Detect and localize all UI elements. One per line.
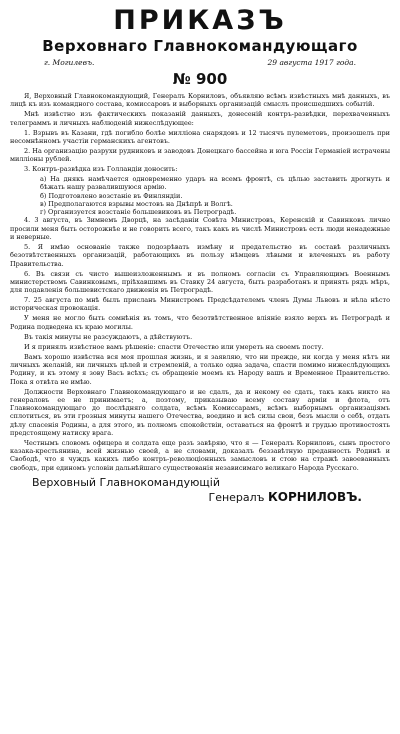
order-number: № 900	[172, 70, 228, 88]
body-paragraph: 2. На организацію разрухи рудниковъ и заводовъ Донецкаго бассейна и юга Россіи Германіей истрачены милліоны рублей.	[10, 146, 390, 164]
date-text: 29 августа 1917 года.	[267, 58, 356, 67]
body-paragraph: У меня не могло быть сомнѣнія въ томъ, что безотвѣтственное вліяніе взяло верхъ въ Петроградѣ и Родина подведена къ краю могилы.	[10, 314, 390, 331]
body-paragraph: 3. Контръ-развѣдка изъ Голландіи доносить:	[24, 165, 178, 174]
body-paragraph: Мнѣ извѣстно изъ фактическихъ показаній данныхъ, донесеній контръ-развѣдки, перехваченныхъ телеграммъ и личныхъ наблюденій нижеслѣдующее:	[10, 110, 390, 127]
body-paragraph: 4. 3 августа, въ Зимнемъ Дворцѣ, на засѣданіи Совѣта Министровъ, Керенскій и Савинковъ лично просили меня быть осторожнѣе и не говорить всего, такъ какъ въ числѣ Министровъ есть люди ненадежные и неверные.	[10, 216, 390, 241]
body-paragraph: 7. 25 августа по мнѣ былъ присланъ Министромъ Предсѣдателемъ членъ Думы Львовъ и нѣла нѣсто историческая провокація.	[10, 296, 390, 313]
body-paragraph: 5. Я имѣю основаніе также подозрѣвать измѣну и предательство въ составѣ различныхъ безотвѣтственныхъ организацій, работающихъ въ пользу нѣмцевъ лѣвыми и влеченыхъ въ работу Правительства.	[10, 243, 390, 268]
list-item: б) Подготовлено возстаніе въ Финляндіи.	[40, 191, 183, 200]
body-paragraph: Вамъ хорошо извѣстна вся моя прошлая жизнь, и я заявляю, что ни прежде, ни когда у меня нѣтъ ни личныхъ желаній, ни личныхъ цѣлей и стремленій, а только одна задача, спасти помимо нижеслѣдующихъ Родину, и къ этому я зову Васъ всѣхъ; съ обращеніе моемъ къ Народу вашъ и Временное Правительство. Пока я отвѣта не имѣю.	[10, 352, 390, 386]
place-date-line	[44, 58, 356, 68]
body-paragraph: Въ такія минуты не разсуждаютъ, а дѣйствуютъ.	[24, 332, 193, 341]
signature-line	[10, 490, 362, 505]
signature-name: КОРНИЛОВЪ.	[267, 489, 362, 504]
order-body	[10, 92, 390, 472]
place-text: г. Могилевъ.	[44, 58, 95, 67]
document-title: ПРИКАЗЪ	[113, 5, 287, 36]
list-item: в) Предполагаются взрывы мостовъ на Днѣпрѣ и Волгѣ.	[40, 199, 233, 208]
list-item: г) Организуется возстаніе большевиковъ въ Петроградѣ.	[40, 208, 237, 217]
body-paragraph: Честнымъ словомъ офицера и солдата еще разъ завѣряю, что я — Генералъ Корниловъ, сынъ простого казака-крестьянина, всей жизнью своей, а не словами, доказалъ беззавѣтную преданность Родинѣ и Свободѣ, что я чуждъ какихъ либо контръ-революціонныхъ замысловъ и стою на стражѣ завоеванныхъ свободъ, при единомъ условіи дальнѣйшаго существованія независимаго великаго Народа Русскаго.	[10, 438, 390, 472]
body-paragraph: Должности Верховнаго Главнокомандующаго и не сдалъ, да и некому ее сдать, такъ какъ никто на генераловъ ее не принимаетъ; а, поэтому, приказываю всему составу арміи и флота, отъ Главнокомандующаго до послѣдняго солдата, всѣмъ Комиссарамъ, всѣмъ выборнымъ организаціямъ сплотиться, въ эти грозныя минуты нашего Отечества, воедино и всѣ силы свои, безъ мысли о себѣ, отдать дѣлу спасенія Родины, а для этого, въ полномъ спокойствіи, оставаться на фронтѣ и грудью противостоять предстоящему натиску врага.	[10, 387, 390, 437]
signature-rank: Генералъ	[208, 490, 265, 504]
body-paragraph: И я принялъ извѣстное вамъ рѣшеніе: спасти Отечество или умереть на своемъ посту.	[24, 342, 324, 351]
body-paragraph: 6. Въ связи съ чисто вышеизложеннымъ и въ полномъ согласіи съ Управляющимъ Военнымъ министерствомъ Савинковымъ, пріѣхавшимъ въ Ставку 24 августа, быть разработанъ и принять рядъ мѣръ, для подавленія большевистскаго движенія въ Петроградѣ.	[10, 269, 390, 295]
body-paragraph: Я, Верховный Главнокомандующий, Генералъ Корниловъ, объявляю всѣмъ извѣстныхъ мнѣ данныхъ, въ лицѣ къ изъ командного состава, комиссаровъ и выборныхъ организацій смыслъ происшедшихъ событій.	[10, 92, 390, 109]
signature-title: Верховный Главнокомандующій	[32, 475, 220, 489]
document-subtitle: Верховнаго Главнокомандующаго	[42, 37, 358, 55]
body-paragraph: 1. Взрывъ въ Казани, гдѣ погибло болѣе милліона снарядовъ и 12 тысячъ пулеметовъ, произошелъ при несомнѣнномъ участіи германскихъ агентовъ.	[10, 128, 390, 145]
list-item: а) На днякъ намѣчается одновременно ударъ на всемъ фронтѣ, съ цѣлью заставить дрогнуть и бѣжать нашу развалившуюся армію.	[40, 175, 390, 192]
